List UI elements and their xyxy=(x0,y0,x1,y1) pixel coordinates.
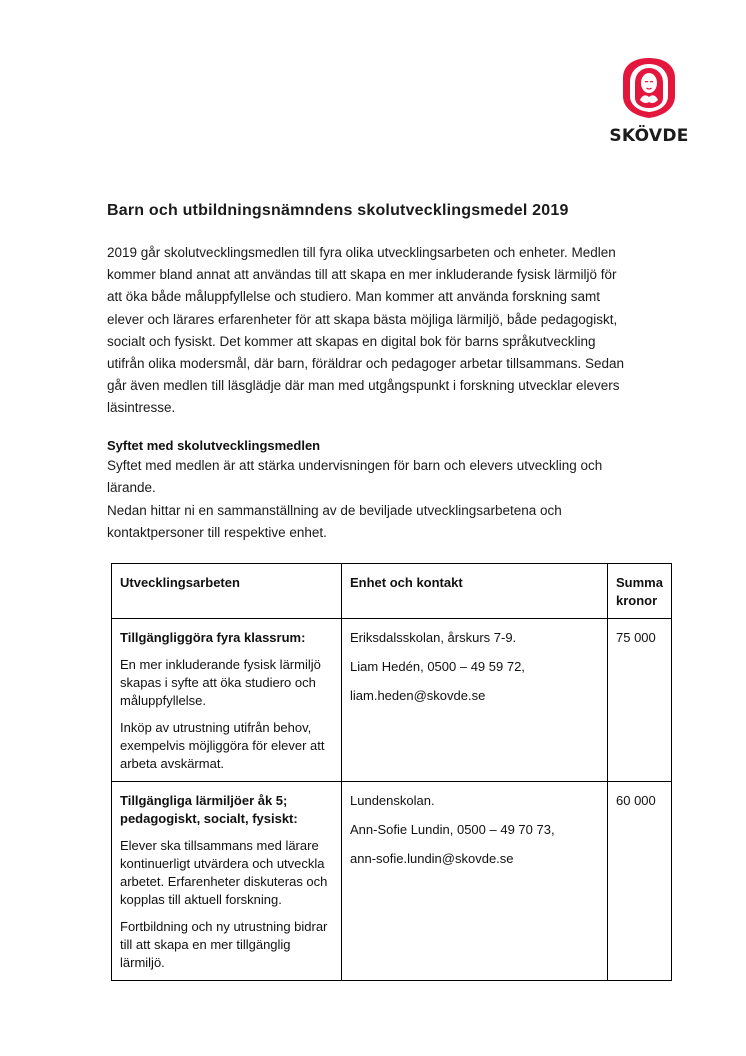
work-paragraph: Elever ska tillsammans med lärare kontinuerligt utvärdera och utveckla arbetet. Erfarenheter diskuteras och kopplas till aktuell forskning. xyxy=(120,838,328,907)
skovde-logo xyxy=(606,56,692,152)
work-cell xyxy=(112,619,342,782)
contact-unit: Lundenskolan. xyxy=(350,793,435,808)
contact-email: ann-sofie.lundin@skovde.se xyxy=(350,851,514,866)
purpose-paragraph: Syftet med medlen är att stärka undervisningen för barn och elevers utveckling och lärande. xyxy=(107,458,603,496)
amount-cell: 75 000 xyxy=(608,619,672,782)
amount-cell: 60 000 xyxy=(608,782,672,981)
contact-unit: Eriksdalsskolan, årskurs 7-9. xyxy=(350,630,517,645)
table-header-row xyxy=(112,564,672,619)
work-paragraph: Fortbildning och ny utrustning bidrar till att skapa en mer tillgänglig lärmiljö. xyxy=(120,919,328,970)
work-paragraph: Inköp av utrustning utifrån behov, exempelvis möjliggöra för elever att arbeta avskärmat. xyxy=(120,720,325,771)
purpose-heading: Syftet med skolutvecklingsmedlen xyxy=(107,438,321,453)
header-contact: Enhet och kontakt xyxy=(342,564,608,619)
logo-text: SKÖVDE xyxy=(609,126,689,146)
contact-cell xyxy=(342,782,608,981)
page-title: Barn och utbildningsnämndens skolutvecklingsmedel 2019 xyxy=(107,202,569,219)
contact-person: Ann-Sofie Lundin, 0500 – 49 70 73, xyxy=(350,822,555,837)
intro-paragraph: 2019 går skolutvecklingsmedlen till fyra olika utvecklingsarbeten och enheter. Medlen kommer bland annat att användas till att skapa en mer inkluderande fysisk lärmiljö för att öka både måluppfyllelse och studiero. Man kommer att använda forskning samt elever och lärares erfarenheter för att skapa bästa möjliga lärmiljö, både pedagogiskt, socialt och fysiskt. Det kommer att skapas en digital bok för barns språkutveckling utifrån olika modersmål, där barn, föräldrar och pedagoger arbetar tillsammans. Sedan går även medlen till läsglädje där man med utgångspunkt i forskning utvecklar elevers läsintresse. xyxy=(107,245,625,416)
work-cell xyxy=(112,782,342,981)
contact-email: liam.heden@skovde.se xyxy=(350,688,486,703)
contact-cell xyxy=(342,619,608,782)
work-title: Tillgängliga lärmiljöer åk 5; pedagogiskt, socialt, fysiskt: xyxy=(120,793,298,826)
table-row xyxy=(112,619,672,782)
funding-table xyxy=(111,563,672,981)
work-paragraph: En mer inkluderande fysisk lärmiljö skapas i syfte att öka studiero och måluppfyllelse. xyxy=(120,657,321,708)
table-row xyxy=(112,782,672,981)
contact-person: Liam Hedén, 0500 – 49 59 72, xyxy=(350,659,525,674)
header-work: Utvecklingsarbeten xyxy=(112,564,342,619)
skovde-madonna-shield-icon xyxy=(620,56,678,120)
work-title: Tillgängliggöra fyra klassrum: xyxy=(120,630,306,645)
purpose-paragraph-2: Nedan hittar ni en sammanställning av de beviljade utvecklingsarbetena och kontaktpersoner till respektive enhet. xyxy=(107,503,562,541)
header-amount: Summa kronor xyxy=(608,564,672,619)
